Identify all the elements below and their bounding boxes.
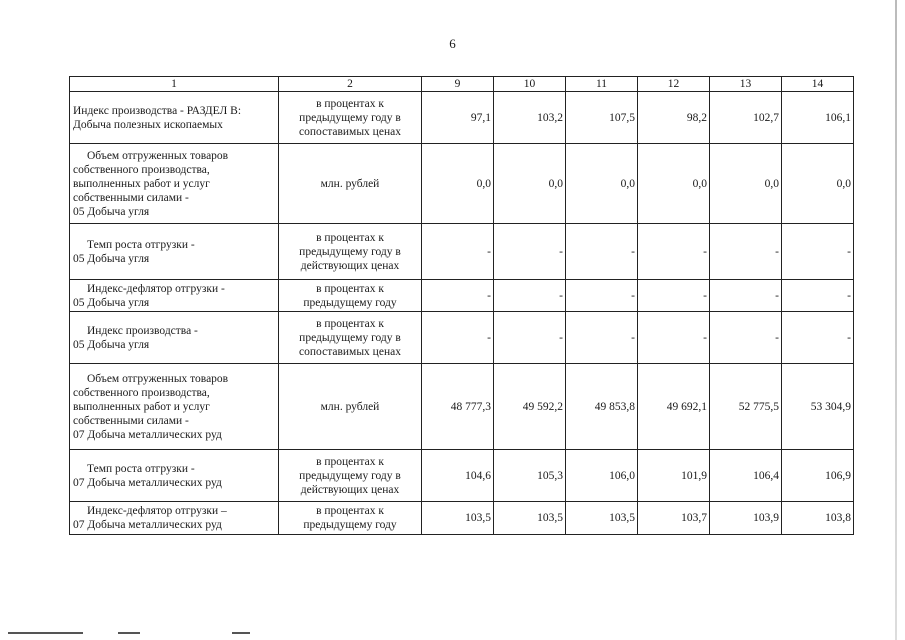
value-cell: 0,0 — [566, 144, 638, 224]
value-cell: - — [782, 280, 854, 312]
value-cell: - — [638, 312, 710, 364]
indicator-label-line: 07 Добыча металлических руд — [73, 519, 222, 531]
indicator-label-line: 07 Добыча металлических руд — [73, 476, 222, 489]
value-cell: - — [422, 280, 494, 312]
indicator-label-line: собственными силами - — [73, 414, 189, 427]
value-cell: - — [710, 312, 782, 364]
value-cell: - — [782, 224, 854, 280]
unit-line: в процентах к — [316, 282, 384, 295]
value-cell: - — [422, 224, 494, 280]
indicator-label-line: Индекс-дефлятор отгрузки – — [87, 505, 227, 517]
indicator-label-line: Индекс производства - РАЗДЕЛ В: — [73, 104, 242, 117]
indicator-label — [70, 280, 279, 312]
value-cell: - — [494, 312, 566, 364]
value-cell: 49 692,1 — [638, 364, 710, 450]
indicator-label-line: выполненных работ и услуг — [73, 400, 210, 413]
value-cell: 53 304,9 — [782, 364, 854, 450]
footer-rule — [118, 632, 140, 634]
unit-line: в процентах к — [316, 455, 384, 468]
unit-line: предыдущему году — [303, 296, 397, 309]
unit-line: в процентах к — [316, 317, 384, 330]
indicator-label-line: Объем отгруженных товаров — [87, 149, 229, 162]
value-cell: 103,5 — [566, 502, 638, 535]
scan-edge — [895, 0, 897, 640]
indicator-label-line: 07 Добыча металлических руд — [73, 428, 222, 441]
unit-cell — [279, 364, 422, 450]
indicator-label — [70, 144, 279, 224]
unit-line: млн. рублей — [320, 177, 380, 190]
footer-rule — [8, 632, 83, 634]
value-cell: 52 775,5 — [710, 364, 782, 450]
indicator-label — [70, 92, 279, 144]
unit-cell — [279, 312, 422, 364]
value-cell: 106,0 — [566, 450, 638, 502]
value-cell: - — [638, 280, 710, 312]
unit-line: предыдущему году в — [299, 111, 401, 124]
table-row — [70, 92, 854, 144]
value-cell: - — [422, 312, 494, 364]
indicator-label — [70, 502, 279, 535]
value-cell: 49 853,8 — [566, 364, 638, 450]
indicator-label-line: Объем отгруженных товаров — [87, 372, 229, 385]
value-cell: 102,7 — [710, 92, 782, 144]
indicator-label-line: собственными силами - — [73, 191, 189, 204]
table-row — [70, 312, 854, 364]
value-cell: 106,4 — [710, 450, 782, 502]
value-cell: - — [782, 312, 854, 364]
value-cell: 107,5 — [566, 92, 638, 144]
unit-line: предыдущему году — [303, 519, 397, 531]
table-row — [70, 280, 854, 312]
indicator-label — [70, 312, 279, 364]
indicator-label — [70, 224, 279, 280]
unit-cell — [279, 224, 422, 280]
header-cell: 11 — [566, 77, 638, 92]
unit-line: действующих ценах — [300, 259, 400, 272]
indicator-label-line: Индекс производства - — [87, 324, 198, 337]
unit-cell — [279, 502, 422, 535]
indicator-label-line: Добыча полезных ископаемых — [73, 118, 223, 131]
unit-line: млн. рублей — [320, 400, 380, 413]
page-number: 6 — [449, 36, 456, 51]
table-row — [70, 224, 854, 280]
value-cell: - — [494, 224, 566, 280]
value-cell: 103,8 — [782, 502, 854, 535]
value-cell: 106,1 — [782, 92, 854, 144]
value-cell: - — [566, 312, 638, 364]
indicator-label-line: Индекс-дефлятор отгрузки - — [87, 282, 225, 295]
table-row — [70, 502, 854, 535]
table-row — [70, 450, 854, 502]
unit-line: сопоставимых ценах — [299, 345, 401, 358]
value-cell: - — [566, 280, 638, 312]
value-cell: - — [710, 280, 782, 312]
unit-cell — [279, 144, 422, 224]
header-cell: 2 — [279, 77, 422, 92]
indicator-label-line: 05 Добыча угля — [73, 205, 150, 218]
indicators-table — [69, 76, 854, 535]
unit-cell — [279, 450, 422, 502]
header-cell: 14 — [782, 77, 854, 92]
unit-line: в процентах к — [316, 505, 384, 517]
unit-line: сопоставимых ценах — [299, 125, 401, 138]
value-cell: 103,2 — [494, 92, 566, 144]
unit-line: предыдущему году в — [299, 331, 401, 344]
value-cell: 0,0 — [782, 144, 854, 224]
value-cell: - — [566, 224, 638, 280]
indicator-label-line: 05 Добыча угля — [73, 338, 150, 351]
unit-line: в процентах к — [316, 231, 384, 244]
unit-line: предыдущему году в — [299, 469, 401, 482]
value-cell: 98,2 — [638, 92, 710, 144]
indicator-label-line: выполненных работ и услуг — [73, 177, 210, 190]
indicator-label-line: 05 Добыча угля — [73, 252, 150, 265]
indicator-label-line: собственного производства, — [73, 386, 210, 399]
value-cell: 0,0 — [422, 144, 494, 224]
indicator-label-line: собственного производства, — [73, 163, 210, 176]
value-cell: 103,7 — [638, 502, 710, 535]
value-cell: - — [494, 280, 566, 312]
value-cell: 104,6 — [422, 450, 494, 502]
footer-rule — [232, 632, 250, 634]
value-cell: 97,1 — [422, 92, 494, 144]
header-cell: 13 — [710, 77, 782, 92]
indicator-label-line: 05 Добыча угля — [73, 296, 150, 309]
value-cell: 0,0 — [638, 144, 710, 224]
header-cell: 9 — [422, 77, 494, 92]
unit-cell — [279, 92, 422, 144]
value-cell: 48 777,3 — [422, 364, 494, 450]
header-cell: 1 — [70, 77, 279, 92]
header-row — [70, 77, 854, 92]
unit-line: в процентах к — [316, 97, 384, 110]
value-cell: 106,9 — [782, 450, 854, 502]
value-cell: - — [638, 224, 710, 280]
value-cell: 105,3 — [494, 450, 566, 502]
table-row — [70, 144, 854, 224]
indicator-label — [70, 450, 279, 502]
value-cell: 49 592,2 — [494, 364, 566, 450]
indicator-label-line: Темп роста отгрузки - — [87, 462, 195, 475]
value-cell: 103,9 — [710, 502, 782, 535]
unit-cell — [279, 280, 422, 312]
unit-line: предыдущему году в — [299, 245, 401, 258]
value-cell: 103,5 — [494, 502, 566, 535]
value-cell: 101,9 — [638, 450, 710, 502]
value-cell: 103,5 — [422, 502, 494, 535]
unit-line: действующих ценах — [300, 483, 400, 496]
value-cell: 0,0 — [494, 144, 566, 224]
value-cell: - — [710, 224, 782, 280]
header-cell: 10 — [494, 77, 566, 92]
indicator-label — [70, 364, 279, 450]
value-cell: 0,0 — [710, 144, 782, 224]
table-row — [70, 364, 854, 450]
header-cell: 12 — [638, 77, 710, 92]
indicator-label-line: Темп роста отгрузки - — [87, 238, 195, 251]
